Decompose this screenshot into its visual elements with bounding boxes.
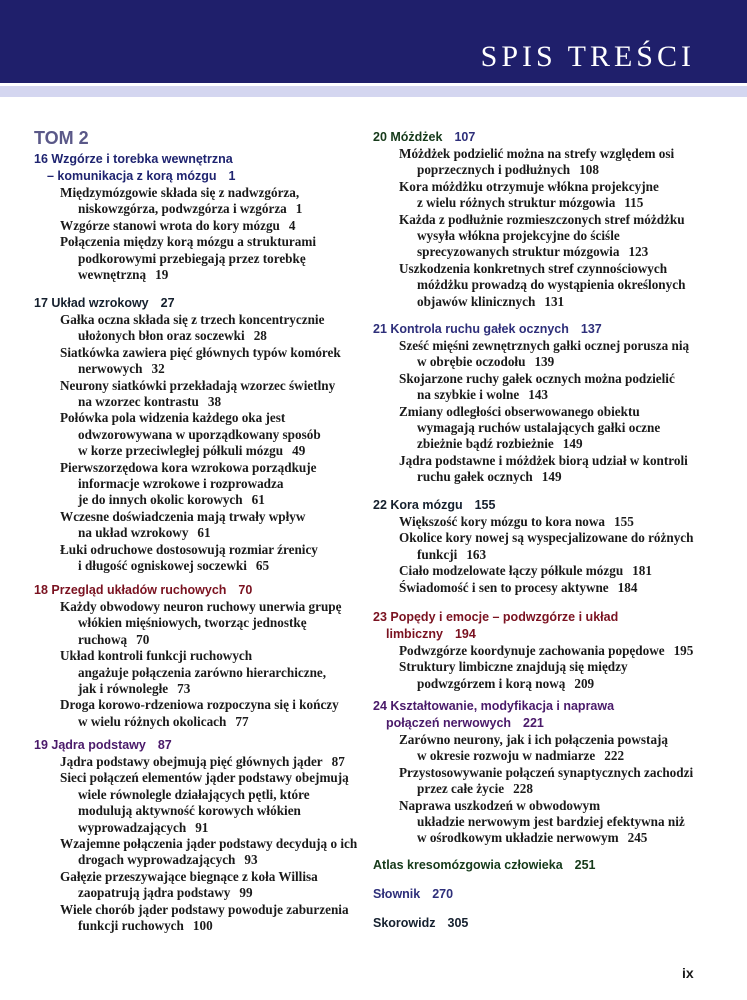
section-title: Podwzgórze koordynuje zachowania popędowe [399,643,665,658]
section-title: podwzgórzem i korą nową [417,675,566,691]
section-page-number: 91 [195,819,209,835]
section-line [399,294,685,310]
page-title: SPIS TREŚCI [480,40,695,73]
section-entry[interactable] [399,659,693,692]
chapter-title[interactable]: – komunikacja z korą mózgu [47,169,217,183]
chapter-page-number: 87 [157,738,172,752]
section-line [399,547,694,563]
section-page-number: 1 [295,201,303,217]
section-title: niskowzgórza, podwzgórza i wzgórza [78,201,287,217]
section-title: Siatkówka zawiera pięć głównych typów komórek [60,344,341,360]
section-title: w okresie rozwoju w nadmiarze [417,748,596,764]
chapter-page-number: 221 [523,716,544,730]
section-page-number: 100 [192,918,213,934]
section-line [60,599,341,615]
section-page-number: 181 [632,563,652,579]
section-entry[interactable] [399,179,685,212]
section-line [60,251,316,267]
appendix-title[interactable]: Słownik [373,887,421,901]
chapter-page-number: 27 [160,296,175,310]
chapter-title-line [34,737,357,754]
section-line [60,918,357,934]
section-title: Sieci połączeń elementów jąder podstawy obejmują [60,770,349,786]
appendix-line [373,857,596,874]
chapter-title[interactable]: połączeń nerwowych [386,716,512,730]
section-entry[interactable] [60,378,341,411]
chapter-22 [373,497,694,596]
section-line [60,460,341,476]
section-title: Zarówno neurony, jak i ich połączenia powstają [399,732,669,747]
section-line [60,681,341,697]
chapter-21 [373,321,689,486]
chapter-title-line [34,295,341,312]
section-line [60,312,341,328]
section-line [60,754,357,770]
section-line [60,902,357,918]
section-title: Wzajemne połączenia jąder podstawy decydują o ich [60,836,358,852]
section-title: Wczesne doświadczenia mają trwały wpływ [60,508,306,524]
section-line [60,328,341,344]
chapter-title[interactable]: 20 Móżdżek [373,130,443,144]
section-title: włókien mięśniowych, tworząc jednostkę [78,615,307,631]
section-entry[interactable] [60,312,341,345]
section-entry[interactable] [399,563,694,579]
section-line [60,427,341,443]
chapter-title-line [373,497,694,514]
section-title: na układ wzrokowy [78,525,189,541]
section-title: w obrębie oczodołu [417,354,526,370]
chapter-18 [34,582,341,730]
section-title: Okolice kory nowej są wyspecjalizowane do różnych [399,530,694,546]
section-line [399,146,685,162]
chapter-title-line [34,151,316,168]
section-line [399,244,685,260]
section-line [60,542,341,558]
section-line [60,394,341,410]
chapter-title[interactable]: 19 Jądra podstawy [34,738,146,752]
section-line [399,354,689,370]
section-title: Móżdżek podzielić można na strefy względem osi [399,146,675,161]
appendix-index [373,915,468,932]
section-page-number: 4 [288,217,296,233]
section-title: Wzgórze stanowi wrota do kory mózgu [60,217,280,233]
section-entry[interactable] [399,261,685,310]
section-line [399,420,689,436]
section-title: na szybkie i wolne [417,387,520,403]
section-page-number: 93 [244,852,258,868]
section-entry[interactable] [399,212,685,261]
section-entry[interactable] [60,218,316,234]
section-title: Gałęzie przeszywające biegnące z koła Willisa [60,868,318,884]
section-page-number: 209 [574,675,595,691]
section-line [399,643,693,659]
section-title: sprecyzowanych struktur mózgowia [417,244,620,260]
section-page-number: 38 [207,394,222,410]
section-title: Międzymózgowie składa się z nadwzgórza, [60,185,300,200]
section-title: Uszkodzenia konkretnych stref czynnościowych [399,260,668,276]
section-title: przez całe życie [417,781,505,797]
section-page-number: 61 [197,525,211,541]
section-title: modulują aktywność korowych włókien [78,803,301,819]
section-title: w wielu różnych okolicach [78,713,227,729]
section-line [399,781,693,797]
section-entry[interactable] [60,234,316,283]
chapter-page-number: 70 [238,583,253,597]
section-title: i długość ogniskowej soczewki [78,558,247,574]
section-entry[interactable] [399,732,693,765]
chapter-title-line [373,698,693,715]
section-line [60,697,341,713]
section-line [60,378,341,394]
section-title: je do innych okolic korowych [78,492,243,508]
section-page-number: 131 [544,293,565,309]
section-title: wymagają ruchów ustalających gałki oczne [417,420,661,436]
section-line [60,509,341,525]
section-title: Wiele chorób jąder podstawy powoduje zaburzenia [60,901,349,917]
section-line [60,665,341,681]
section-entry[interactable] [60,410,341,459]
section-line [399,814,693,830]
section-page-number: 115 [624,195,644,211]
section-title: zbieżnie bądź rozbieżnie [417,436,554,452]
section-page-number: 149 [562,436,583,452]
chapter-title-line [373,129,685,146]
section-title: funkcji ruchowych [78,918,184,934]
section-line [60,185,316,201]
section-line [399,798,693,814]
chapter-page-number: 1 [228,169,236,183]
section-line [60,234,316,250]
section-page-number: 222 [604,748,625,764]
section-title: nerwowych [78,361,143,377]
section-title: Naprawa uszkodzeń w obwodowym [399,797,601,813]
section-line [60,476,341,492]
section-line [60,361,341,377]
volume-label: TOM 2 [34,128,89,148]
section-title: Jądra podstawne i móżdżek biorą udział w kontroli [399,452,688,468]
section-page-number: 61 [251,492,265,508]
section-title: ruchową [78,631,128,647]
section-page-number: 99 [239,885,253,901]
section-page-number: 139 [534,354,555,370]
section-title: wysyła włókna projekcyjne do ściśle [417,228,620,244]
section-line [60,770,357,786]
section-title: w korze przeciwległej półkuli mózgu [78,443,284,459]
section-line [399,676,693,692]
section-title: Każdy obwodowy neuron ruchowy unerwia grupę [60,599,342,614]
section-title: Struktury limbiczne znajdują się między [399,659,628,675]
section-page-number: 155 [614,514,634,529]
section-title: ruchu gałek ocznych [417,469,533,485]
section-entry[interactable] [399,765,693,798]
section-title: Łuki odruchowe dostosowują rozmiar źrenicy [60,541,318,557]
section-line [399,179,685,195]
section-title: informacje wzrokowe i rozprowadza [78,476,284,492]
section-line [399,830,693,846]
section-page-number: 108 [579,162,599,178]
section-title: podkorowymi przebiegają przez torebkę [78,250,306,266]
section-line [399,261,685,277]
chapter-title[interactable]: limbiczny [386,627,443,641]
chapter-page-number: 107 [454,130,476,144]
section-title: angażuje połączenia zarówno hierarchiczne, [78,664,327,680]
section-page-number: 245 [627,830,648,846]
chapter-title-line [373,321,689,338]
chapter-page-number: 194 [454,627,476,641]
section-title: wyprowadzających [78,819,187,835]
section-line [60,803,357,819]
section-page-number: 19 [155,267,169,283]
section-line [399,277,685,293]
section-title: ułożonych błon oraz soczewki [78,328,245,344]
section-title: Połówka pola widzenia każdego oka jest [60,410,286,426]
section-line [60,410,341,426]
section-title: Skojarzone ruchy gałek ocznych można podzielić [399,370,675,386]
chapter-page-number: 137 [580,322,602,336]
section-page-number: 70 [136,631,150,647]
section-entry[interactable] [399,453,689,486]
section-entry[interactable] [60,648,341,697]
section-entry[interactable] [60,836,357,869]
section-title: Każda z podłużnie rozmieszczonych stref móżdżku [399,211,685,227]
section-entry[interactable] [60,869,357,902]
section-line [399,338,689,354]
section-line [399,748,693,764]
section-entry[interactable] [399,530,694,563]
section-line [399,563,694,579]
section-page-number: 184 [617,579,638,595]
section-line [399,404,689,420]
section-title: układzie nerwowym jest bardziej efektywna niż [417,814,685,830]
section-entry[interactable] [399,514,694,530]
chapter-24 [373,698,693,847]
section-page-number: 32 [151,361,165,377]
section-entry[interactable] [60,754,357,770]
section-line [60,648,341,664]
chapter-title[interactable]: 17 Układ wzrokowy [34,296,149,310]
section-title: poprzecznych i podłużnych [417,162,571,178]
chapter-title-line [373,626,693,643]
chapter-title[interactable]: 22 Kora mózgu [373,498,463,512]
chapter-title-line [373,715,693,732]
section-title: funkcji [417,546,458,562]
section-page-number: 228 [513,781,533,797]
chapter-title[interactable]: 16 Wzgórze i torebka wewnętrzna [34,152,233,166]
section-line [399,732,693,748]
section-title: drogach wyprowadzających [78,852,236,868]
section-line [60,558,341,574]
appendix-line [373,915,468,932]
section-entry[interactable] [399,798,693,847]
chapter-20 [373,129,685,310]
chapter-title[interactable]: 18 Przegląd układów ruchowych [34,583,227,597]
section-line [60,492,341,508]
section-line [399,453,689,469]
section-line [399,469,689,485]
section-entry[interactable] [399,580,694,596]
chapter-title-line [373,609,693,626]
chapter-23 [373,609,693,692]
section-title: w ośrodkowym układzie nerwowym [417,830,619,846]
section-title: odwzorowywana w uporządkowany sposób [78,426,321,442]
section-line [399,212,685,228]
section-title: wewnętrzną [78,267,147,283]
section-line [60,820,357,836]
section-line [399,371,689,387]
section-title: wiele równolegle działających pętli, które [78,786,310,802]
chapter-19 [34,737,357,934]
section-page-number: 195 [673,643,694,658]
section-entry[interactable] [60,542,341,575]
section-title: Kora móżdżku otrzymuje włókna projekcyjne [399,178,659,194]
section-line [60,632,341,648]
section-page-number: 149 [541,469,562,485]
section-line [60,443,341,459]
section-title: jak i równoległe [78,681,169,697]
chapter-title[interactable]: 23 Popędy i emocje – podwzgórze i układ [373,610,619,624]
section-page-number: 123 [628,244,649,260]
section-title: Pierwszorzędowa kora wzrokowa porządkuje [60,459,317,475]
section-page-number: 143 [528,387,548,403]
appendix-title[interactable]: Atlas kresomózgowia człowieka [373,858,563,872]
section-page-number: 49 [292,443,306,459]
section-page-number: 28 [253,328,267,344]
section-line [399,436,689,452]
section-entry[interactable] [60,599,341,648]
section-title: zaopatrują jądra podstawy [78,885,231,901]
section-line [399,765,693,781]
section-line [399,659,693,675]
section-title: Jądra podstawy obejmują pięć głównych jąder [60,754,323,769]
section-line [399,580,694,596]
section-entry[interactable] [60,460,341,509]
section-title: Gałka oczna składa się z trzech koncentrycznie [60,312,325,327]
section-line [60,201,316,217]
section-line [60,615,341,631]
section-line [60,852,357,868]
section-entry[interactable] [399,404,689,453]
section-page-number: 77 [235,713,249,729]
section-title: Większość kory mózgu to kora nowa [399,514,605,529]
appendix-page-number: 305 [447,916,469,930]
section-page-number: 87 [331,754,345,769]
section-title: Świadomość i sen to procesy aktywne [399,579,609,595]
section-title: z wielu różnych struktur mózgowia [417,195,616,211]
appendix-title[interactable]: Skorowidz [373,916,436,930]
section-line [399,387,689,403]
chapter-page-number: 155 [474,498,496,512]
chapter-title[interactable]: 24 Kształtowanie, modyfikacja i naprawa [373,699,615,713]
section-page-number: 65 [255,558,270,574]
appendix-line [373,886,453,903]
section-title: móżdżku prowadzą do wystąpienia określonych [417,277,686,293]
section-title: Układ kontroli funkcji ruchowych [60,648,253,664]
section-line [399,514,694,530]
section-title: Neurony siatkówki przekładają wzorzec świetlny [60,377,336,393]
section-entry[interactable] [60,345,341,378]
section-line [399,162,685,178]
section-line [399,530,694,546]
section-page-number: 163 [466,546,487,562]
chapter-title-line [34,168,316,185]
appendix-page-number: 251 [574,858,596,872]
section-title: Droga korowo-rdzeniowa rozpoczyna się i kończy [60,697,339,713]
section-title: Ciało modzelowate łączy półkule mózgu [399,563,624,579]
header-stripe [0,86,747,97]
section-title: Połączenia między korą mózgu a strukturami [60,234,317,250]
section-line [60,267,316,283]
section-line [60,869,357,885]
section-page-number: 73 [177,681,191,697]
section-entry[interactable] [60,697,341,730]
section-title: na wzorzec kontrastu [78,394,199,410]
section-line [399,228,685,244]
section-entry[interactable] [399,371,689,404]
section-line [60,787,357,803]
section-entry[interactable] [60,185,316,218]
section-entry[interactable] [60,902,357,935]
section-line [60,218,316,234]
section-line [60,885,357,901]
chapter-16 [34,151,316,283]
section-line [60,525,341,541]
section-line [60,345,341,361]
section-entry[interactable] [60,770,357,836]
chapter-title-line [34,582,341,599]
section-title: Zmiany odległości obserwowanego obiektu [399,403,640,419]
chapter-title[interactable]: 21 Kontrola ruchu gałek ocznych [373,322,569,336]
section-title: objawów klinicznych [417,293,536,309]
page-number: ix [682,965,694,981]
section-entry[interactable] [399,643,693,659]
section-title: Przystosowywanie połączeń synaptycznych zachodzi [399,764,694,780]
section-entry[interactable] [60,509,341,542]
section-line [60,714,341,730]
section-entry[interactable] [399,146,685,179]
appendix-page-number: 270 [432,887,454,901]
section-line [60,836,357,852]
section-title: Sześć mięśni zewnętrznych gałki ocznej porusza nią [399,338,690,353]
section-entry[interactable] [399,338,689,371]
appendix-glossary [373,886,453,903]
section-line [399,195,685,211]
appendix-atlas [373,857,596,874]
chapter-17 [34,295,341,575]
